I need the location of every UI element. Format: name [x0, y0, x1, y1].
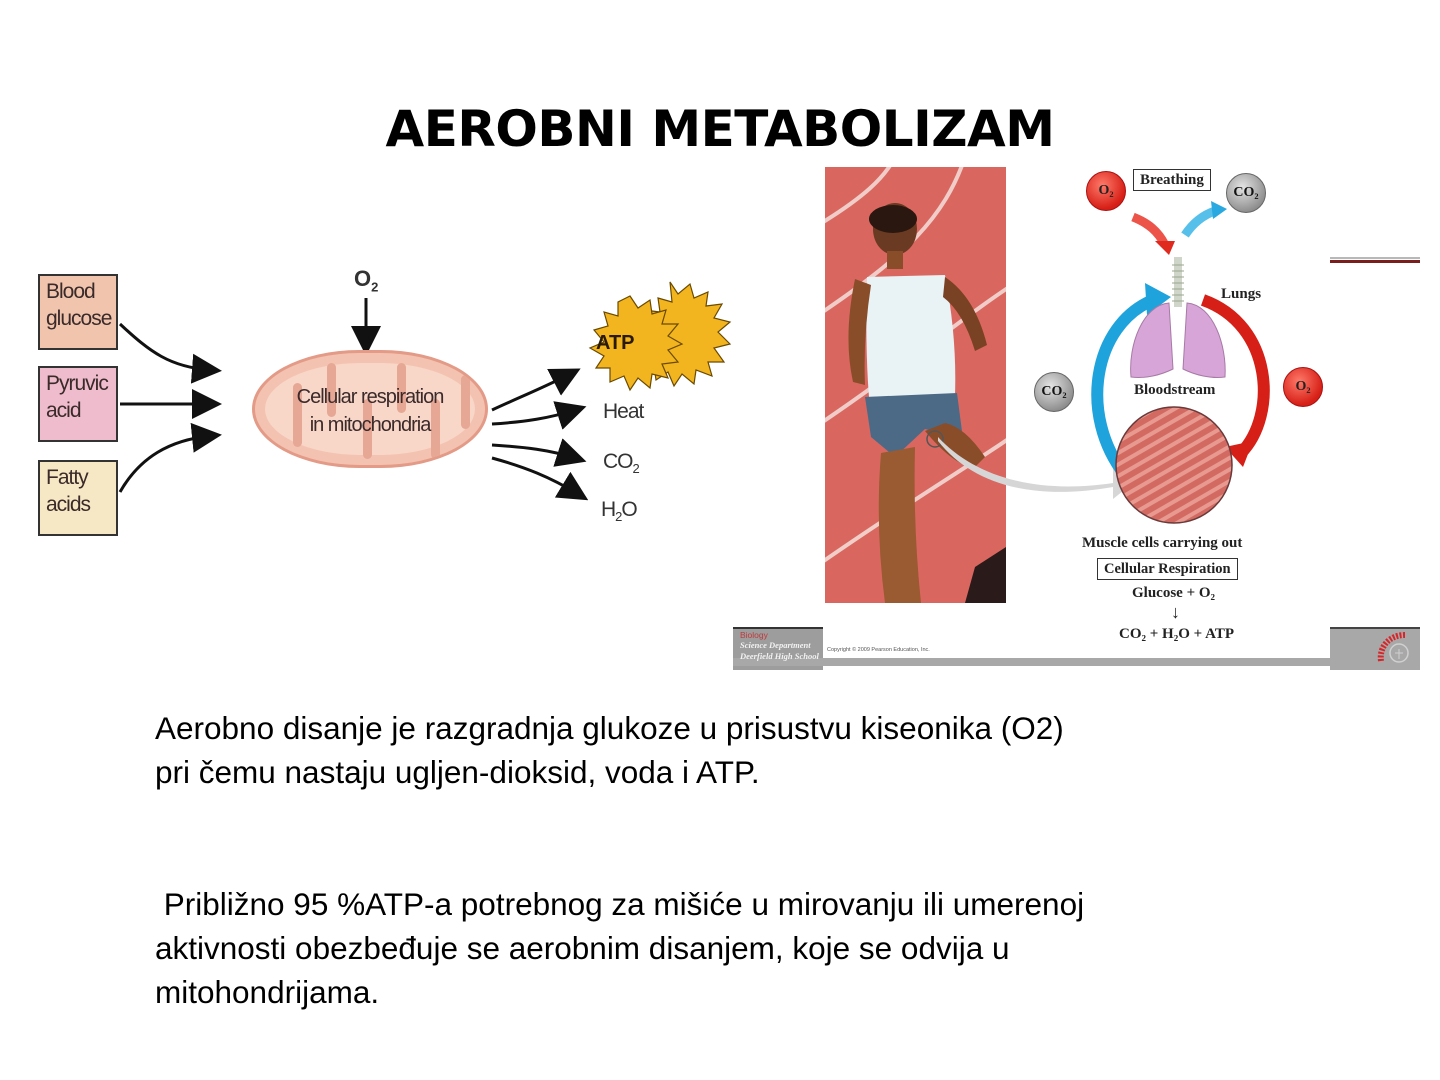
input-label: Pyruvic: [46, 372, 108, 395]
oxygen-input-label: [354, 266, 378, 294]
equation-top: Glucose + O₂: [1132, 585, 1216, 601]
footer-line-1: Biology: [740, 630, 768, 640]
bloodstream-label: Bloodstream: [1134, 382, 1216, 398]
input-label: Fatty: [46, 466, 88, 489]
co2-label: [603, 450, 639, 476]
input-label: glucose: [46, 307, 112, 330]
paragraph-2-line-2: aktivnosti obezbeđuje se aerobnim disanjem, koje se odvija u: [155, 930, 1010, 966]
center-line-1: Cellular respiration: [296, 386, 444, 408]
cellular-respiration-diagram: [30, 262, 750, 562]
o2-text: O: [354, 266, 372, 291]
respiration-figure: [733, 165, 1420, 670]
paragraph-2-line-1: Približno 95 %ATP-a potrebnog za mišiće u mirovanju ili umerenoj: [155, 886, 1085, 922]
equation-bottom: CO₂ + H₂O + ATP: [1119, 626, 1234, 642]
paragraph-1-line-1: Aerobno disanje je razgradnja glukoze u prisustvu kiseonika (O2): [155, 710, 1064, 746]
h2o-subscript: 2: [615, 509, 622, 525]
input-label: acid: [46, 399, 81, 422]
copyright-text: Copyright © 2009 Pearson Education, Inc.: [827, 647, 930, 653]
lungs-label: Lungs: [1221, 286, 1262, 302]
oxygen-molecule-icon: O₂: [1283, 367, 1323, 407]
carbon-dioxide-molecule-icon: CO₂: [1034, 372, 1074, 412]
paragraph-1-line-2: pri čemu nastaju ugljen-dioksid, voda i ATP.: [155, 754, 760, 790]
footer-line-3: Deerfield High School: [740, 651, 819, 661]
paragraph-2-line-3: mitohondrijama.: [155, 974, 380, 1010]
input-label: acids: [46, 493, 91, 516]
h2o-label: [601, 498, 637, 524]
paragraph-2: [155, 838, 1255, 1014]
co2-subscript: 2: [632, 461, 639, 477]
mitochondrion-icon: [252, 350, 488, 468]
paragraph-1: [155, 706, 1255, 794]
oxygen-molecule-icon: O₂: [1086, 171, 1126, 211]
footer-stripe: [733, 658, 1330, 666]
equation-arrow-icon: ↓: [1171, 602, 1180, 622]
process-box: Cellular Respiration: [1097, 558, 1238, 580]
breathing-label: Breathing: [1133, 169, 1211, 191]
carbon-dioxide-molecule-icon: CO₂: [1226, 173, 1266, 213]
footer-line-2: Science Department: [740, 640, 811, 650]
mitochondrion-label: [255, 383, 485, 439]
muscle-caption: Muscle cells carrying out: [1082, 535, 1243, 551]
slide-body-text: [155, 706, 1255, 1014]
h2o-text-b: O: [621, 498, 637, 521]
co2-text: CO: [603, 450, 633, 473]
input-label: Blood: [46, 280, 95, 303]
spartan-helmet-logo-icon: [1375, 631, 1415, 665]
figure-footer: [733, 625, 1420, 670]
atp-label: ATP: [596, 332, 635, 354]
center-line-2: in mitochondria: [309, 414, 431, 436]
h2o-text: H: [601, 498, 616, 521]
slide-title: AEROBNI METABOLIZAM: [385, 100, 1055, 158]
heat-label: Heat: [603, 400, 644, 423]
o2-subscript: 2: [371, 279, 379, 295]
